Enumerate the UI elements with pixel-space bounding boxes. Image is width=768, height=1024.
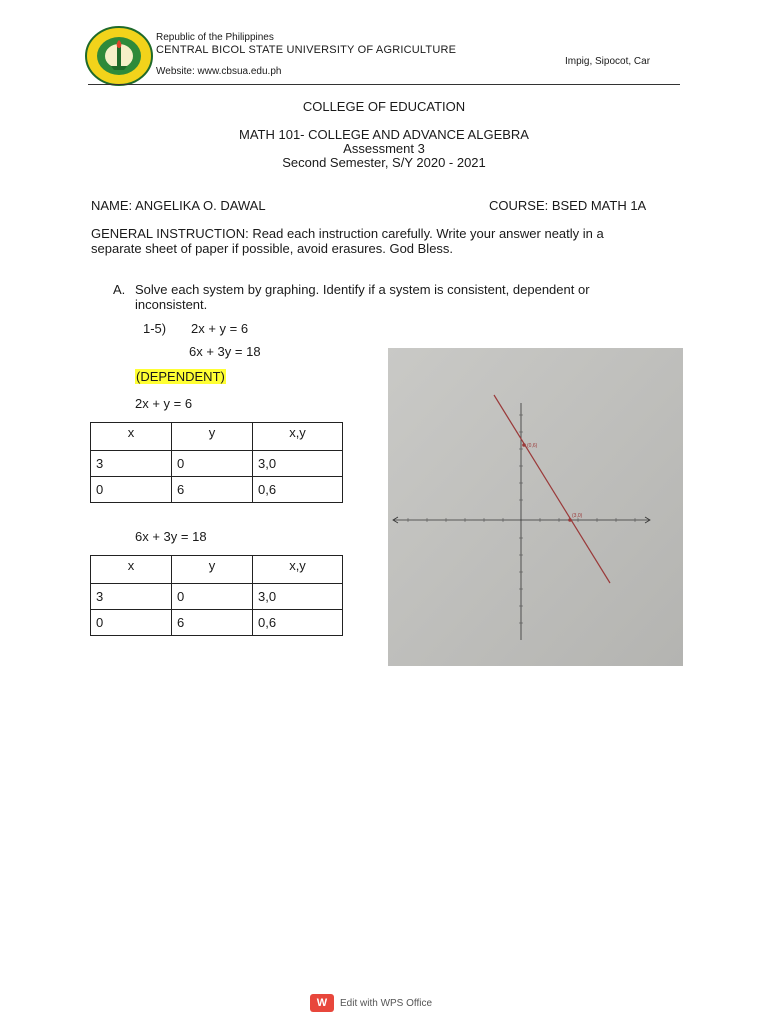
student-course: COURSE: BSED MATH 1A	[489, 198, 647, 213]
course-title: MATH 101- COLLEGE AND ADVANCE ALGEBRA	[239, 127, 529, 142]
table-header-y: y	[172, 423, 253, 451]
table-cell: 3	[91, 584, 172, 610]
table-cell: 0	[91, 477, 172, 503]
table-row	[91, 451, 343, 477]
table-2-equation: 6x + 3y = 18	[135, 529, 207, 544]
point-0-6	[522, 443, 526, 447]
wps-watermark	[310, 994, 432, 1012]
equation-1: 2x + y = 6	[191, 321, 249, 336]
table-1	[90, 422, 343, 503]
x-intercept-label: (3,0)	[572, 513, 583, 519]
equation-2: 6x + 3y = 18	[189, 344, 261, 359]
table-2	[90, 555, 343, 636]
header-divider	[88, 84, 680, 85]
instruction-text-2: separate sheet of paper if possible, avoid erasures. God Bless.	[91, 241, 454, 256]
instruction-text: Read each instruction carefully. Write your answer neatly in a	[248, 226, 604, 241]
assessment-title: Assessment 3	[343, 141, 425, 156]
part-a-instruction	[135, 282, 680, 312]
y-intercept-label: (0,6)	[527, 443, 538, 449]
table-cell: 0,6	[253, 610, 343, 636]
table-header-y: y	[172, 556, 253, 584]
part-a-line-2: inconsistent.	[135, 297, 208, 312]
table-cell: 3,0	[253, 451, 343, 477]
location-line: Impig, Sipocot, Car	[565, 56, 651, 67]
university-seal	[84, 26, 154, 86]
table-header-xy: x,y	[253, 556, 343, 584]
answer-dependent	[135, 369, 226, 384]
table-row	[91, 477, 343, 503]
answer-highlight: (DEPENDENT)	[136, 369, 225, 384]
general-instruction	[91, 226, 681, 256]
part-a-line-1: Solve each system by graphing. Identify if a system is consistent, dependent or	[135, 282, 590, 297]
college-title: COLLEGE OF EDUCATION	[302, 99, 466, 114]
wps-logo-icon: W	[310, 994, 334, 1012]
table-header-x: x	[91, 423, 172, 451]
republic-line: Republic of the Philippines	[156, 32, 274, 43]
table-cell: 3	[91, 451, 172, 477]
table-header-x: x	[91, 556, 172, 584]
table-cell: 3,0	[253, 584, 343, 610]
student-name: NAME: ANGELIKA O. DAWAL	[91, 198, 266, 213]
table-row	[91, 584, 343, 610]
website-line: Website: www.cbsua.edu.ph	[156, 66, 282, 77]
university-name: CENTRAL BICOL STATE UNIVERSITY OF AGRICULTURE	[156, 44, 457, 56]
table-cell: 0	[91, 610, 172, 636]
instruction-label: GENERAL INSTRUCTION:	[91, 226, 249, 241]
table-cell: 0	[172, 584, 253, 610]
table-row	[91, 423, 343, 451]
table-row	[91, 556, 343, 584]
table-cell: 0,6	[253, 477, 343, 503]
table-cell: 6	[172, 477, 253, 503]
item-number: 1-5)	[143, 321, 167, 336]
part-a-marker: A.	[113, 282, 126, 297]
table-1-equation: 2x + y = 6	[135, 396, 193, 411]
table-cell: 6	[172, 610, 253, 636]
graph-photo	[388, 348, 683, 666]
wps-text: Edit with WPS Office	[340, 997, 433, 1009]
table-header-xy: x,y	[253, 423, 343, 451]
table-cell: 0	[172, 451, 253, 477]
semester-title: Second Semester, S/Y 2020 - 2021	[282, 155, 486, 170]
table-row	[91, 610, 343, 636]
